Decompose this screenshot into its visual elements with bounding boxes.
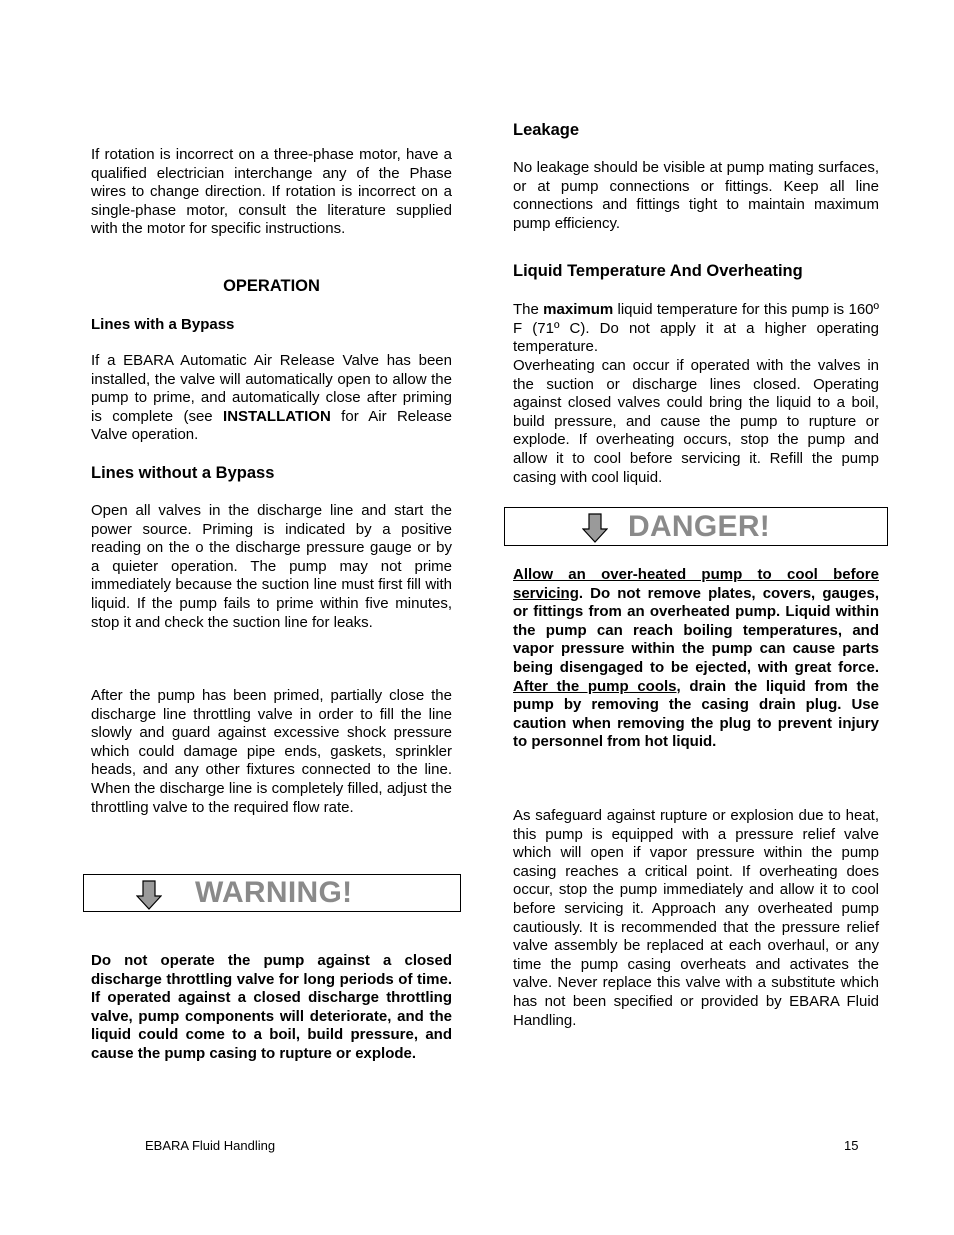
bypass-text-part: If a EBARA Automatic Air Release Valve has been installed, the valve will automatically open to allow the pump to prime, and automatically close after priming is complete (see bbox=[91, 352, 452, 425]
danger-label: DANGER! bbox=[628, 510, 771, 543]
rotation-paragraph: If rotation is incorrect on a three-phase motor, have a qualified electrician interchange any of the Phase wires to change direction. If rotation is incorrect on a single-phase motor, consult the literature supplied with the motor for specific instructions. bbox=[91, 146, 452, 238]
temperature-text-part: The bbox=[513, 301, 544, 318]
warning-banner bbox=[83, 874, 461, 912]
warning-label: WARNING! bbox=[195, 876, 353, 909]
no-bypass-heading: Lines without a Bypass bbox=[91, 464, 275, 482]
leakage-paragraph: No leakage should be visible at pump mating surfaces, or at pump connections or fittings. Keep all line connections and fittings tight to maintain maximum pump efficiency. bbox=[513, 159, 879, 232]
temperature-paragraph bbox=[513, 301, 879, 357]
temperature-text-part: liquid temperature for this pump is 160º F (71º C). Do not apply it at a higher operating temperature. bbox=[513, 301, 880, 356]
operation-heading: OPERATION bbox=[223, 277, 320, 295]
danger-banner bbox=[504, 507, 888, 546]
temperature-heading: Liquid Temperature And Overheating bbox=[513, 262, 803, 280]
down-arrow-icon bbox=[582, 513, 608, 543]
warning-text: Do not operate the pump against a closed discharge throttling valve for long periods of time. If operated against a closed discharge throttling valve, pump components will deteriorate, and the liquid could come to a boil, build pressure, and cause the pump casing to rupture or explode. bbox=[91, 952, 452, 1062]
danger-text-part: . Do not remove plates, covers, gauges, or fittings from an overheated pump. Liquid within the pump can reach boiling temperatures, and vapor pressure within the pump can cause parts being disengaged to be ejected, with great force. bbox=[513, 584, 879, 676]
primed-paragraph: After the pump has been primed, partially close the discharge line throttling valve in order to fill the line slowly and guard against excessive shock pressure which could damage pipe ends, gaskets, sprinkler heads, and any other fixtures connected to the line. When the discharge line is completely filled, adjust the throttling valve to the required flow rate. bbox=[91, 687, 452, 816]
bypass-paragraph bbox=[91, 352, 452, 445]
down-arrow-icon bbox=[136, 880, 162, 910]
page-number: 15 bbox=[844, 1138, 859, 1153]
bypass-heading: Lines with a Bypass bbox=[91, 316, 235, 333]
overheat-paragraph: Overheating can occur if operated with the valves in the suction or discharge lines closed. Operating against closed valves could bring the liquid to a boil, build pressure, and cause the pump to rupture or explode. If overheating occurs, stop the pump and allow it to cool before servicing it. Refill the pump casing with cool liquid. bbox=[513, 357, 879, 486]
danger-underlined-text: Allow an over-heated pump to cool before servicing bbox=[513, 566, 879, 602]
danger-text-part: , drain the liquid from the pump by removing the casing drain plug. Use caution when removing the plug to prevent injury to personnel from hot liquid. bbox=[513, 677, 880, 751]
danger-underlined-text: After the pump cools bbox=[513, 677, 677, 695]
installation-reference: INSTALLATION bbox=[223, 407, 331, 425]
maximum-emphasis: maximum bbox=[543, 301, 614, 318]
footer-company: EBARA Fluid Handling bbox=[145, 1138, 276, 1153]
safeguard-paragraph: As safeguard against rupture or explosion due to heat, this pump is equipped with a pressure relief valve which will open if vapor pressure within the pump casing reaches a critical point. If overheating does occur, stop the pump immediately and allow it to cool before servicing it. Approach any overheated pump cautiously. It is recommended that the pressure relief valve assembly be replaced at each overhaul, or any time the pump casing overheats and activates the valve. Never replace this valve with a substitute which has not been specified or provided by EBARA Fluid Handling. bbox=[513, 807, 879, 1029]
leakage-heading: Leakage bbox=[513, 121, 580, 139]
bypass-text-part: for Air Release Valve operation. bbox=[91, 407, 452, 444]
danger-text bbox=[513, 566, 879, 752]
no-bypass-paragraph: Open all valves in the discharge line and start the power source. Priming is indicated by a positive reading on the o the discharge pressure gauge or by a quieter operation. The pump may not prime immediately because the suction line must first fill with liquid. If the pump fails to prime within five minutes, stop it and check the suction line for leaks. bbox=[91, 502, 452, 631]
